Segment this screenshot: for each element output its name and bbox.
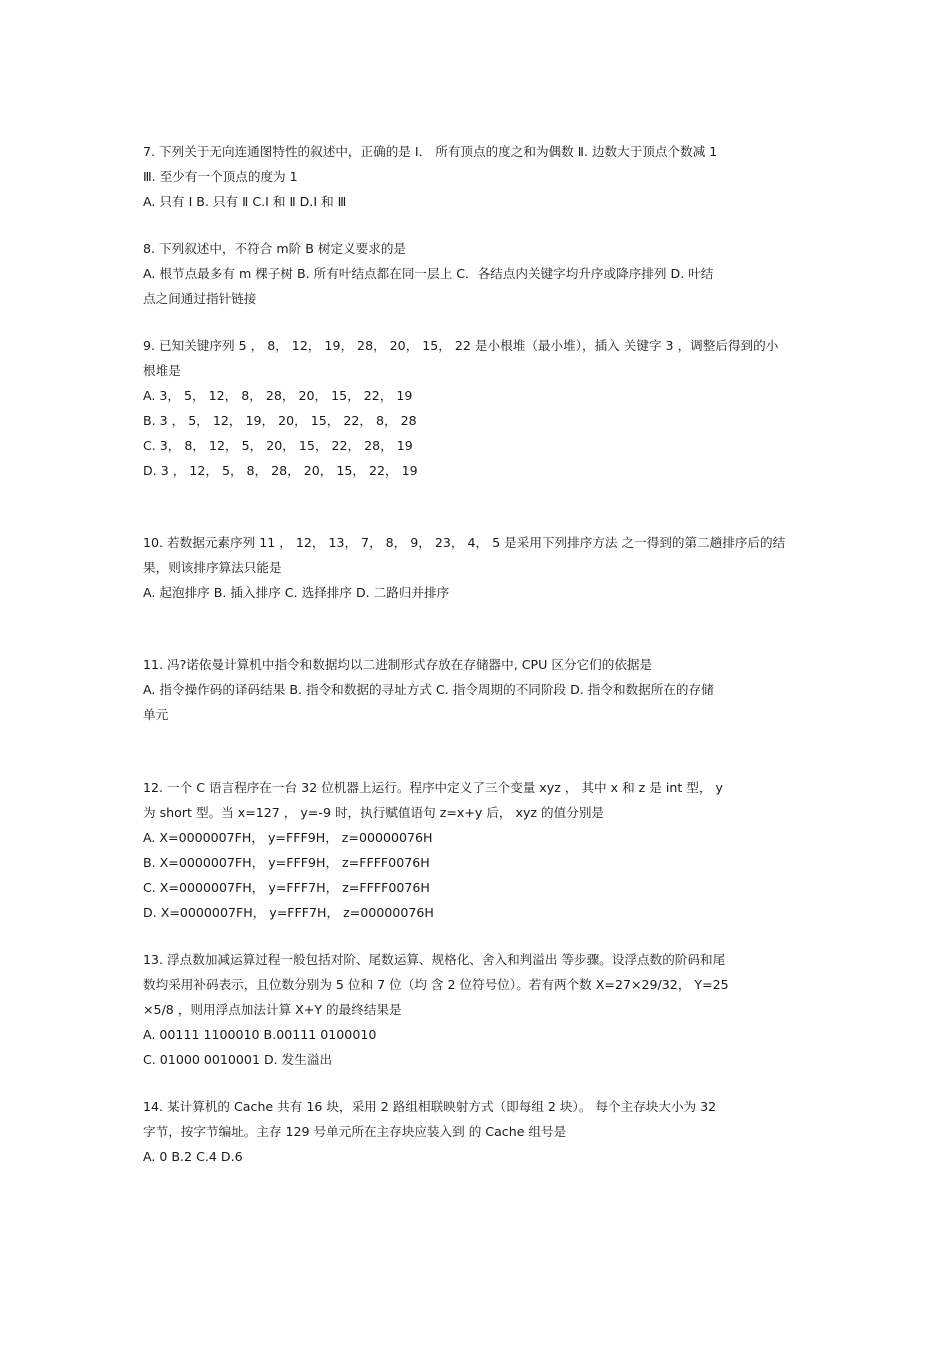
question-13-line-1: 13. 浮点数加减运算过程一般包括对阶、尾数运算、规格化、舍入和判溢出 等步骤。设浮点数的阶码和尾 bbox=[143, 952, 726, 967]
question-12-option-b: B. X=0000007FH， y=FFF9H， z=FFFF0076H bbox=[143, 855, 430, 870]
question-13-line-3: ×5/8 ，则用浮点加法计算 X+Y 的最终结果是 bbox=[143, 1002, 402, 1017]
question-12-line-2: 为 short 型。当 x=127 ， y=-9 时，执行赋值语句 z=x+y 后， xyz 的值分别是 bbox=[143, 805, 605, 820]
question-14-options: A. 0 B.2 C.4 D.6 bbox=[143, 1149, 243, 1164]
question-11-options-continued: 单元 bbox=[143, 707, 169, 722]
question-13-options-cd: C. 01000 0010001 D. 发生溢出 bbox=[143, 1052, 333, 1067]
question-7-options: A. 只有 Ⅰ B. 只有 Ⅱ C.Ⅰ 和 Ⅱ D.Ⅰ 和 Ⅲ bbox=[143, 194, 347, 209]
question-9-option-c: C. 3， 8， 12， 5， 20， 15， 22， 28， 19 bbox=[143, 438, 413, 453]
question-10-line-1: 10. 若数据元素序列 11 ， 12， 13， 7， 8， 9， 23， 4， 5 是采用下列排序方法 之一得到的第二趟排序后的结 bbox=[143, 535, 786, 550]
question-12-option-d: D. X=0000007FH， y=FFF7H， z=00000076H bbox=[143, 905, 434, 920]
question-11-options: A. 指令操作码的译码结果 B. 指令和数据的寻址方式 C. 指令周期的不同阶段 D. 指令和数据所在的存储 bbox=[143, 682, 714, 697]
question-9-option-a: A. 3， 5， 12， 8， 28， 20， 15， 22， 19 bbox=[143, 388, 413, 403]
question-14-line-2: 字节，按字节编址。主存 129 号单元所在主存块应装入到 的 Cache 组号是 bbox=[143, 1124, 567, 1139]
question-14-line-1: 14. 某计算机的 Cache 共有 16 块，采用 2 路组相联映射方式（即每组 2 块）。 每个主存块大小为 32 bbox=[143, 1099, 717, 1114]
question-9-option-d: D. 3 ， 12， 5， 8， 28， 20， 15， 22， 19 bbox=[143, 463, 418, 478]
question-8-line-1: 8. 下列叙述中，不符合 m阶 B 树定义要求的是 bbox=[143, 241, 407, 256]
question-13-line-2: 数均采用补码表示，且位数分别为 5 位和 7 位（均 含 2 位符号位）。若有两个数 X=27×29/32， Y=25 bbox=[143, 977, 729, 992]
question-7-line-2: Ⅲ. 至少有一个顶点的度为 1 bbox=[143, 169, 298, 184]
question-8-options-continued: 点之间通过指针链接 bbox=[143, 291, 257, 306]
question-10-options: A. 起泡排序 B. 插入排序 C. 选择排序 D. 二路归并排序 bbox=[143, 585, 450, 600]
question-9-line-1: 9. 已知关键序列 5 ， 8， 12， 19， 28， 20， 15， 22 是小根堆（最小堆），插入 关键字 3 ，调整后得到的小 bbox=[143, 338, 779, 353]
question-7-line-1: 7. 下列关于无向连通图特性的叙述中，正确的是 Ⅰ． 所有顶点的度之和为偶数 Ⅱ. 边数大于顶点个数减 1 bbox=[143, 144, 718, 159]
question-12-line-1: 12. 一个 C 语言程序在一台 32 位机器上运行。程序中定义了三个变量 xyz ， 其中 x 和 z 是 int 型， y bbox=[143, 780, 723, 795]
question-9-line-2: 根堆是 bbox=[143, 363, 181, 378]
question-9-option-b: B. 3 ， 5， 12， 19， 20， 15， 22， 8， 28 bbox=[143, 413, 417, 428]
question-12-option-a: A. X=0000007FH， y=FFF9H， z=00000076H bbox=[143, 830, 433, 845]
question-11-line-1: 11. 冯?诺依曼计算机中指令和数据均以二进制形式存放在存储器中, CPU 区分它们的依据是 bbox=[143, 657, 653, 672]
question-12-option-c: C. X=0000007FH， y=FFF7H， z=FFFF0076H bbox=[143, 880, 430, 895]
question-13-options-ab: A. 00111 1100010 B.00111 0100010 bbox=[143, 1027, 377, 1042]
question-8-options: A. 根节点最多有 m 棵子树 B. 所有叶结点都在同一层上 C．各结点内关键字均升序或降序排列 D. 叶结 bbox=[143, 266, 714, 281]
question-10-line-2: 果，则该排序算法只能是 bbox=[143, 560, 282, 575]
